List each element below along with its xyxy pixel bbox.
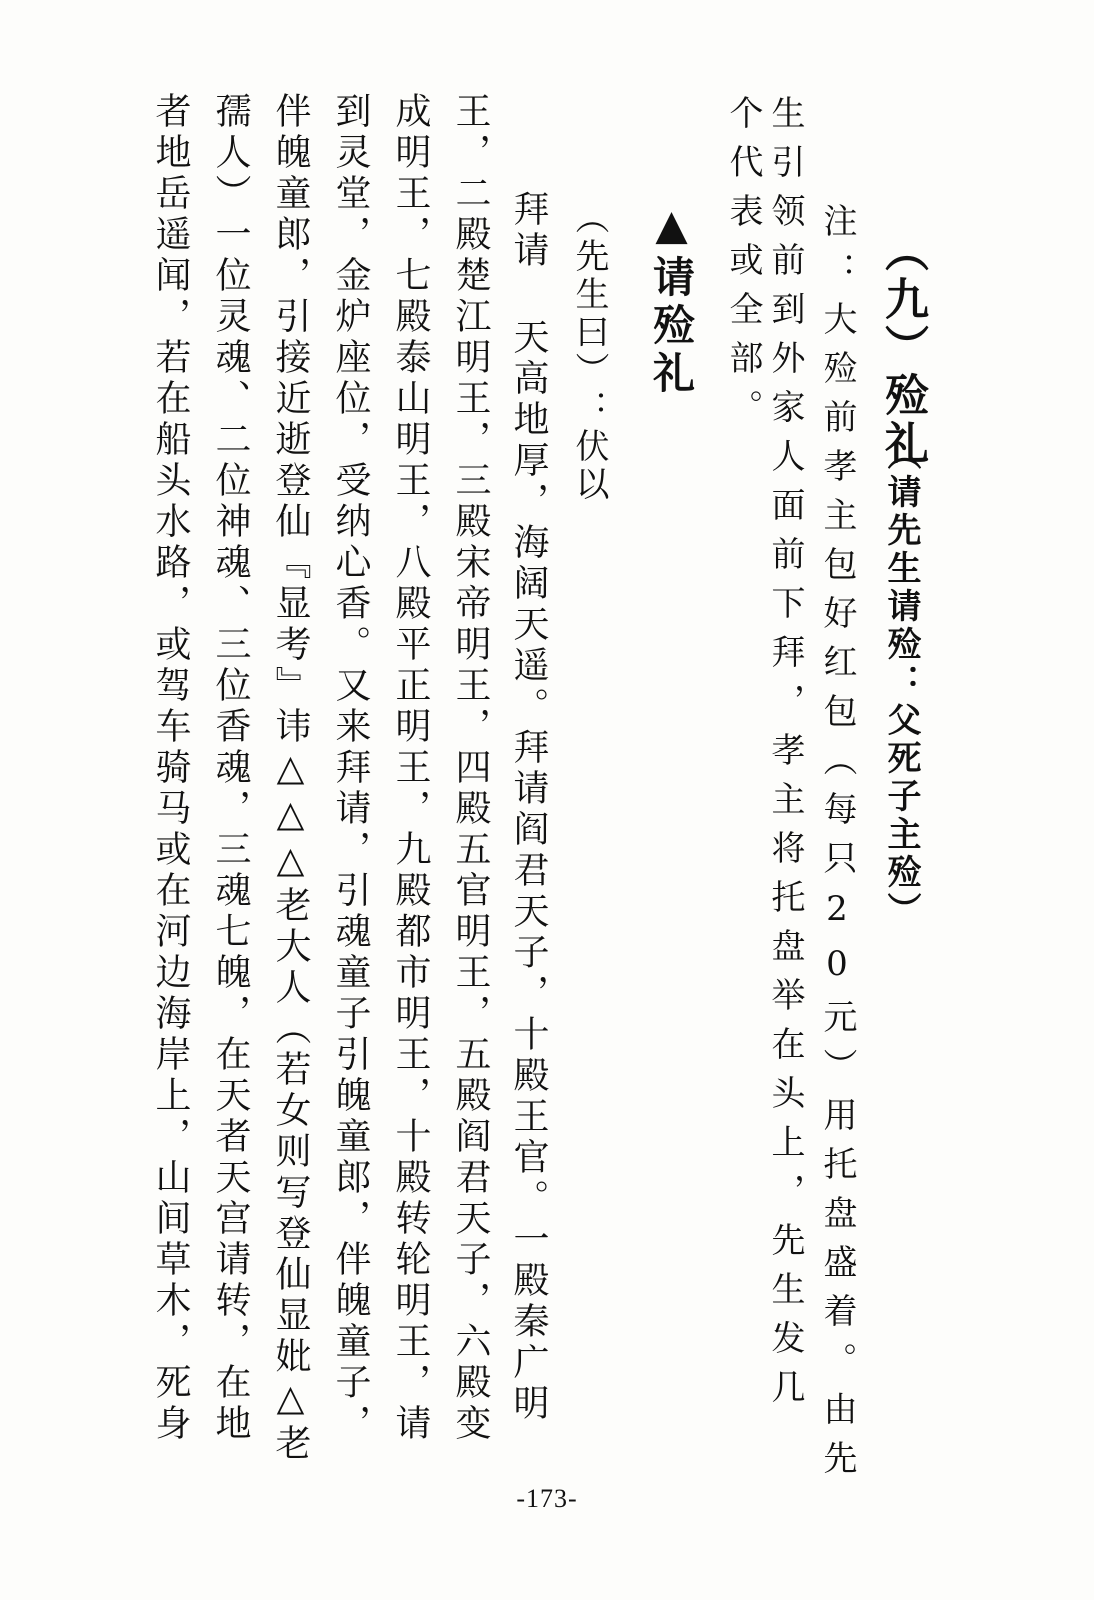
body-line-4: 到灵堂，金炉座位，受纳心香。又来拜请，引魂童子引魄童郎，伴魄童子， (330, 92, 371, 1445)
section-subtitle: （请先生请殓：父死子主殓） (881, 436, 921, 930)
page-number: -173- (516, 1484, 578, 1513)
body-line-5: 伴魄童郎，引接近逝登仙『显考』讳△△△老大人（若女则写登仙显妣△老 (270, 92, 311, 1465)
speaker-line: （先生曰）：伏以 (569, 200, 609, 504)
body-line-7: 者地岳遥闻，若在船头水路，或驾车骑马或在河边海岸上，山间草木，死身 (150, 92, 191, 1445)
body-line-1: 拜请 天高地厚，海阔天遥。拜请阎君天子，十殿王官。一殿秦广明 (508, 190, 549, 1425)
note-line-1: 注：大殓前孝主包好红包（每只20元）用托盘盛着。由先 (817, 203, 857, 1489)
body-line-6: 孺人）一位灵魂、二位神魂、三位香魂，三魂七魄，在天者天宫请转，在地 (210, 92, 251, 1445)
note-line-2: 生引领前到外家人面前下拜，孝主将托盘举在头上，先生发几 (765, 95, 805, 1418)
section-title: （九）殓礼 (877, 228, 928, 468)
body-line-2: 王，二殿楚江明王，三殿宋帝明王，四殿五官明王，五殿阎君天子，六殿变 (450, 92, 491, 1445)
note-line-3: 个代表或全部。 (723, 95, 763, 438)
subsection-title: ▲请殓礼 (647, 200, 696, 399)
body-line-3: 成明王，七殿泰山明王，八殿平正明王，九殿都市明王，十殿转轮明王，请 (390, 92, 431, 1445)
